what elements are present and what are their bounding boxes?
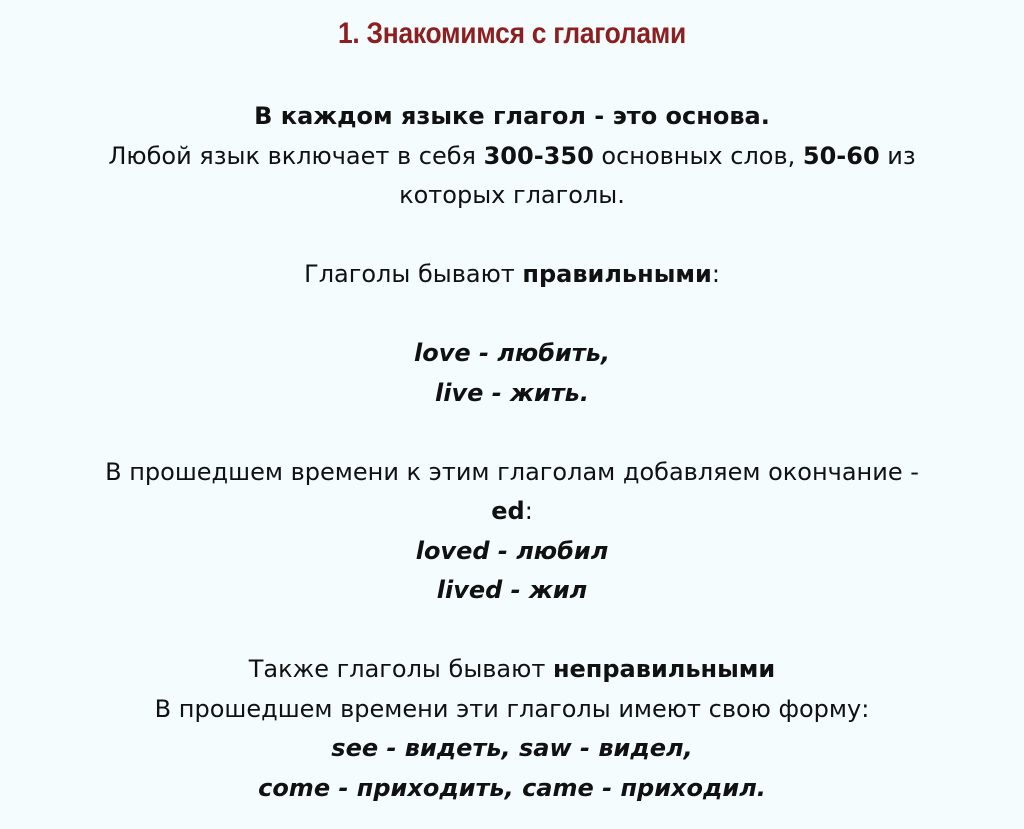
intro-line-1 <box>40 137 984 177</box>
example-loved: loved - любил <box>415 536 609 565</box>
word-count-total: 300-350 <box>483 141 594 170</box>
spacer <box>40 295 984 335</box>
irregular-bold-word: неправильными <box>552 655 776 683</box>
irregular-verbs-line <box>40 650 984 690</box>
irregular-explanation: В прошедшем времени эти глаголы имеют свою форму: <box>154 694 870 723</box>
example-live: live - жить. <box>435 378 589 407</box>
irregular-prefix: Также глаголы бывают <box>248 655 553 683</box>
example-see-saw: see - видеть, saw - видел, <box>331 734 693 762</box>
intro-line-2: которых глаголы. <box>399 181 625 209</box>
spacer <box>40 611 984 651</box>
past-ending-line <box>40 492 984 532</box>
intro-text-c: из <box>879 141 916 170</box>
regular-prefix: Глаголы бывают <box>304 260 523 288</box>
example-lived: lived - жил <box>436 576 588 604</box>
spacer <box>40 216 984 256</box>
page-title: 1. Знакомимся с глаголами <box>337 17 687 50</box>
ending-ed: ed <box>491 497 525 525</box>
regular-verbs-line <box>40 255 984 295</box>
example-love: love - любить, <box>414 339 610 367</box>
spacer <box>40 413 984 453</box>
intro-text-b: основных слов, <box>593 141 803 170</box>
verb-count: 50-60 <box>802 141 880 170</box>
regular-suffix: : <box>711 260 720 288</box>
intro-text-a: Любой язык включает в себя <box>108 141 484 170</box>
intro-heading: В каждом языке глагол - это основа. <box>254 102 770 130</box>
example-come-came: come - приходить, came - приходил. <box>258 773 766 802</box>
document-body <box>40 97 984 808</box>
regular-bold-word: правильными <box>522 260 712 288</box>
past-regular-line: В прошедшем времени к этим глаголам добавляем окончание - <box>105 457 919 486</box>
ending-suffix: : <box>524 497 533 525</box>
